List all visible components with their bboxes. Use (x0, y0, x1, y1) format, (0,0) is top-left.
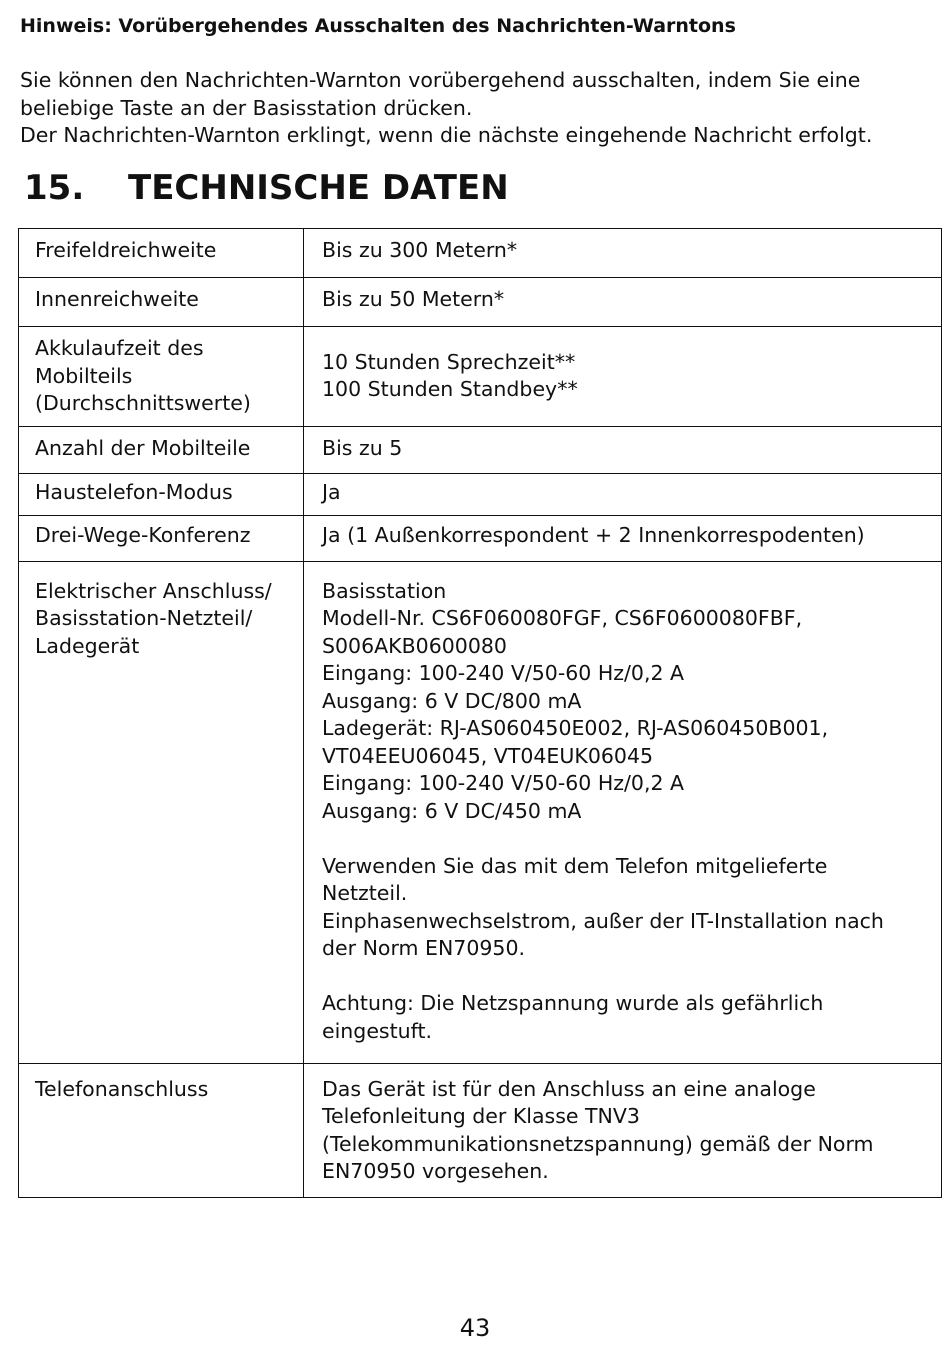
paragraph-gap (322, 825, 931, 853)
spec-value: Achtung: Die Netzspannung wurde als gefährlich (322, 991, 824, 1015)
table-row (19, 1063, 942, 1197)
table-row (19, 229, 942, 278)
note-body (20, 67, 935, 150)
spec-label-cell (19, 327, 304, 427)
note-line: Der Nachrichten-Warnton erklingt, wenn die nächste eingehende Nachricht erfolgt. (20, 123, 873, 147)
spec-value-cell (304, 561, 942, 1063)
spec-value: Basisstation (322, 578, 447, 603)
spec-value: Bis zu 300 Metern* (322, 238, 518, 262)
spec-label: Telefonanschluss (35, 1076, 209, 1101)
spec-label-cell (19, 278, 304, 327)
spec-value: Einphasenwechselstrom, außer der IT-Installation nach (322, 908, 884, 933)
spec-value: Verwenden Sie das mit dem Telefon mitgelieferte (322, 853, 828, 878)
specs-table (18, 228, 942, 1198)
spec-label: Drei-Wege-Konferenz (35, 522, 251, 547)
spec-label: Mobilteils (35, 363, 133, 388)
spec-value: Bis zu 5 (322, 435, 403, 460)
spec-value: Modell-Nr. CS6F060080FGF, CS6F0600080FBF, (322, 606, 803, 630)
spec-label: Innenreichweite (35, 287, 199, 311)
table-row (19, 327, 942, 427)
spec-label: Akkulaufzeit des (35, 336, 204, 360)
spec-value: VT04EEU06045, VT04EUK06045 (322, 743, 654, 768)
spec-value-cell (304, 515, 942, 561)
spec-label: (Durchschnittswerte) (35, 391, 251, 415)
spec-value-cell (304, 278, 942, 327)
note-line: beliebige Taste an der Basisstation drücken. (20, 95, 473, 120)
spec-value: EN70950 vorgesehen. (322, 1159, 549, 1183)
spec-value-cell (304, 473, 942, 515)
section-number: 15. (24, 168, 85, 208)
spec-value-cell (304, 1063, 942, 1197)
spec-label: Basisstation-Netzteil/ (35, 606, 253, 630)
spec-value: der Norm EN70950. (322, 936, 526, 960)
spec-value: 10 Stunden Sprechzeit** (322, 349, 576, 374)
spec-label-cell (19, 561, 304, 1063)
spec-value: (Telekommunikationsnetzspannung) gemäß der Norm (322, 1131, 874, 1156)
note-line: Sie können den Nachrichten-Warnton vorübergehend ausschalten, indem Sie eine (20, 68, 861, 92)
spec-value-cell (304, 229, 942, 278)
table-row (19, 278, 942, 327)
spec-label-cell (19, 515, 304, 561)
table-row (19, 561, 942, 1063)
spec-label: Elektrischer Anschluss/ (35, 578, 272, 603)
spec-value: Ja (322, 479, 341, 504)
section-title-text: TECHNISCHE DATEN (128, 168, 509, 208)
spec-label: Ladegerät (35, 633, 140, 658)
spec-value: Das Gerät ist für den Anschluss an eine analoge (322, 1076, 816, 1101)
spec-value: Ausgang: 6 V DC/800 mA (322, 688, 582, 713)
page-number: 43 (459, 1314, 491, 1342)
section-title (24, 168, 509, 208)
spec-value-cell (304, 426, 942, 473)
spec-value: S006AKB0600080 (322, 633, 507, 658)
table-row (19, 515, 942, 561)
spec-value-cell (304, 327, 942, 427)
spec-value: Netzteil. (322, 881, 408, 905)
spec-label-cell (19, 1063, 304, 1197)
spec-label: Anzahl der Mobilteile (35, 435, 251, 460)
table-row (19, 473, 942, 515)
spec-label-cell (19, 426, 304, 473)
spec-value: Ausgang: 6 V DC/450 mA (322, 798, 582, 823)
spec-value: Telefonleitung der Klasse TNV3 (322, 1104, 640, 1128)
spec-value: Eingang: 100-240 V/50-60 Hz/0,2 A (322, 661, 685, 685)
note-heading: Hinweis: Vorübergehendes Ausschalten des Nachrichten-Warntons (20, 15, 736, 37)
spec-value: Ladegerät: RJ-AS060450E002, RJ-AS060450B001, (322, 716, 829, 740)
spec-label-cell (19, 229, 304, 278)
spec-label-cell (19, 473, 304, 515)
spec-label: Freifeldreichweite (35, 238, 217, 262)
spec-value: Ja (1 Außenkorrespondent + 2 Innenkorrespodenten) (322, 522, 865, 547)
spec-value: 100 Stunden Standbey** (322, 377, 578, 402)
paragraph-gap (322, 963, 931, 991)
table-row (19, 426, 942, 473)
spec-value: Bis zu 50 Metern* (322, 287, 505, 311)
spec-value: eingestuft. (322, 1018, 433, 1043)
spec-value: Eingang: 100-240 V/50-60 Hz/0,2 A (322, 771, 685, 795)
spec-label: Haustelefon-Modus (35, 479, 233, 504)
